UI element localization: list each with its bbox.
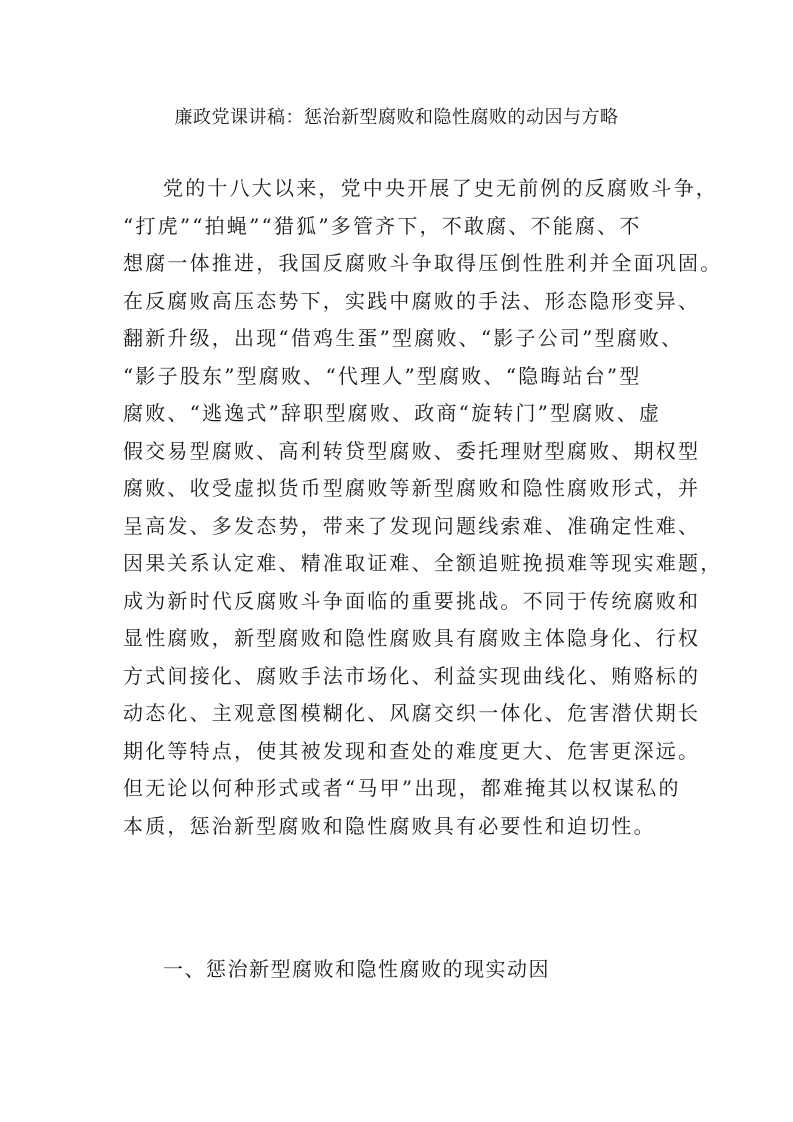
paragraph-line: 呈高发、多发态势，带来了发现问题线索难、准确定性难、 bbox=[123, 513, 701, 538]
paragraph-line: “打虎”“拍蝇”“猎狐”多管齐下，不敢腐、不能腐、不 bbox=[123, 213, 642, 238]
paragraph-line: 期化等特点，使其被发现和查处的难度更大、危害更深远。 bbox=[123, 738, 701, 763]
paragraph-line: 腐败、“逃逸式”辞职型腐败、政商“旋转门”型腐败、虚 bbox=[123, 401, 662, 425]
paragraph-line: 在反腐败高压态势下，实践中腐败的手法、形态隐形变异、 bbox=[123, 288, 701, 313]
paragraph-line: “影子股东”型腐败、“代理人”型腐败、“隐晦站台”型 bbox=[123, 363, 642, 388]
paragraph-line: 腐败、收受虚拟货币型腐败等新型腐败和隐性腐败形式，并 bbox=[123, 476, 701, 500]
paragraph-line: 因果关系认定难、精准取证难、全额追赃挽损难等现实难题， bbox=[123, 551, 723, 575]
paragraph-line: 显性腐败，新型腐败和隐性腐败具有腐败主体隐身化、行权 bbox=[123, 626, 701, 650]
paragraph-line: 本质，惩治新型腐败和隐性腐败具有必要性和迫切性。 bbox=[123, 813, 656, 838]
paragraph-line: 翻新升级，出现“借鸡生蛋”型腐败、“影子公司”型腐败、 bbox=[123, 326, 684, 350]
paragraph-line: 成为新时代反腐败斗争面临的重要挑战。不同于传统腐败和 bbox=[123, 588, 701, 613]
paragraph-line: 动态化、主观意图模糊化、风腐交织一体化、危害潜伏期长 bbox=[123, 701, 701, 725]
paragraph-line: 党的十八大以来，党中央开展了史无前例的反腐败斗争， bbox=[163, 176, 718, 200]
paragraph-line: 假交易型腐败、高利转贷型腐败、委托理财型腐败、期权型 bbox=[123, 438, 701, 463]
document-title: 廉政党课讲稿：惩治新型腐败和隐性腐败的动因与方略 bbox=[174, 107, 619, 128]
section-heading: 一、惩治新型腐败和隐性腐败的现实动因 bbox=[163, 957, 550, 981]
paragraph-line: 但无论以何种形式或者“马甲”出现，都难掩其以权谋私的 bbox=[123, 776, 681, 800]
paragraph-line: 想腐一体推进，我国反腐败斗争取得压倒性胜利并全面巩固。 bbox=[123, 251, 723, 275]
intro-paragraph bbox=[123, 170, 723, 845]
paragraph-line: 方式间接化、腐败手法市场化、利益实现曲线化、贿赂标的 bbox=[123, 663, 701, 688]
